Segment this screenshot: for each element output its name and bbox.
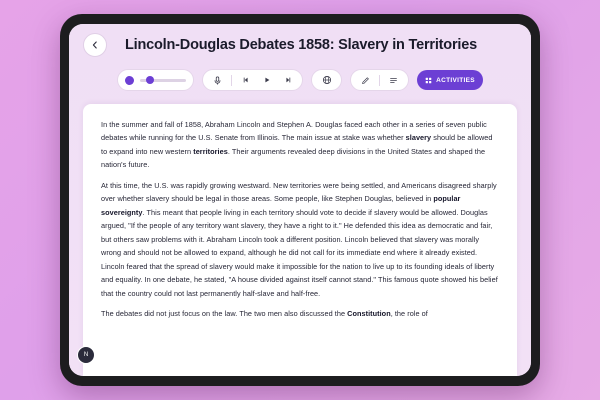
list-icon[interactable] [386, 73, 401, 88]
grid-icon [425, 77, 432, 84]
edit-group [350, 69, 409, 91]
skip-forward-icon[interactable] [280, 73, 295, 88]
tablet-screen [69, 24, 531, 376]
language-group [311, 69, 342, 91]
audio-tools-group [202, 69, 303, 91]
toolbar-divider [231, 75, 232, 86]
pencil-icon[interactable] [358, 73, 373, 88]
play-dot-icon[interactable] [125, 76, 134, 85]
page-title: Lincoln-Douglas Debates 1858: Slavery in Territories [125, 37, 477, 53]
globe-icon-svg [322, 75, 332, 85]
chevron-left-icon [91, 41, 99, 49]
voice-icon-svg [213, 76, 222, 85]
activities-label: ACTIVITIES [436, 76, 475, 84]
document-sheet[interactable] [83, 104, 517, 376]
app-background [69, 24, 531, 376]
skip-forward-icon-svg [284, 76, 292, 84]
activities-button[interactable] [417, 70, 483, 90]
progress-slider[interactable] [140, 79, 186, 82]
play-icon[interactable] [259, 73, 274, 88]
skip-back-icon-svg [242, 76, 250, 84]
avatar[interactable]: N [77, 346, 95, 364]
skip-back-icon[interactable] [238, 73, 253, 88]
play-icon-svg [263, 76, 271, 84]
list-icon-svg [389, 76, 398, 85]
pencil-icon-svg [361, 76, 370, 85]
scroll-fade [83, 360, 517, 376]
paragraph-2: At this time, the U.S. was rapidly growing westward. New territories were being settled, and Americans disagreed sharply over whether slavery should be legal in those areas. Some people, like Stephen Douglas, believed in popular sovereignty. This meant that people living in each territory should vote to decide if slavery would be allowed. Douglas argued, "If the people of any territory want slavery, they have a right to it." He defended this idea as democratic and fair, but others saw problems with it. Abraham Lincoln took a different position. Lincoln believed that slavery was morally wrong and should not be allowed to expand, although he did not call for its immediate end where it already existed. Lincoln feared that the spread of slavery would make it impossible for the nation to live up to its founding ideals of liberty and equality. In one debate, he stated, "A house divided against itself cannot stand." This famous quote showed his belief that the country could not last permanently half-slave and half-free. [101, 180, 498, 298]
back-button[interactable] [83, 33, 107, 57]
toolbar-divider-2 [379, 75, 380, 86]
paragraph-1: In the summer and fall of 1858, Abraham Lincoln and Stephen A. Douglas faced each other in a series of seven public debates while running for the U.S. Senate from Illinois. The main issue at stake was whether slavery should be allowed to expand into new western territories. Their arguments revealed deep divisions in the United States and shaped the nation's future. [101, 120, 493, 170]
slider-knob[interactable] [146, 76, 154, 84]
voice-icon[interactable] [210, 73, 225, 88]
tablet-device-frame [60, 14, 540, 386]
app-header [69, 24, 531, 66]
paragraph-3: The debates did not just focus on the law. The two men also discussed the Constitution, the role of [101, 309, 428, 319]
toolbar [69, 66, 531, 94]
globe-icon[interactable] [319, 73, 334, 88]
playback-group [117, 69, 194, 91]
